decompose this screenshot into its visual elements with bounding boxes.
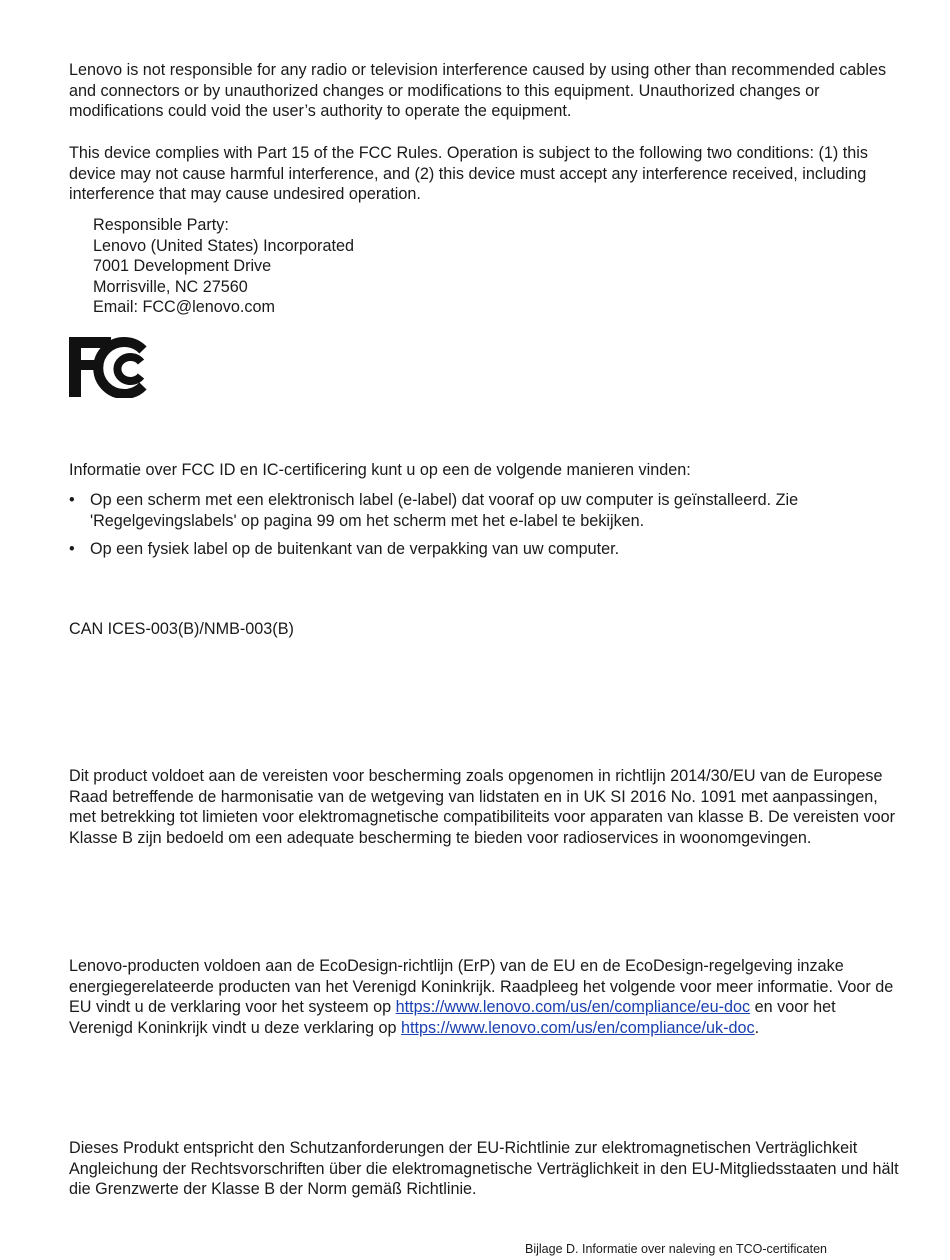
list-item-text: Op een scherm met een elektronisch label (e-label) dat vooraf op uw computer is geïnstalleerd. Zie 'Regelgevingslabels' op pagina 99 om het scherm met het e-label te bekijken. <box>90 491 799 530</box>
list-item-text: Op een fysiek label op de buitenkant van de verpakking van uw computer. <box>90 540 620 559</box>
bullet-marker: • <box>69 540 75 559</box>
ecodesign-text-3: . <box>754 1018 760 1037</box>
eu-doc-link[interactable]: https://www.lenovo.com/us/en/compliance/eu-doc <box>395 998 751 1017</box>
german-emc-paragraph: Dieses Produkt entspricht den Schutzanforderungen der EU-Richtlinie zur elektromagnetischen Verträglichkeit Angleichung der Rechtsvorschriften über die elektromagnetische Verträglichkeit in den EU-Mitgliedsstaaten und hält die Grenzwerte der Klasse B der Norm gemäß Richtlinie. <box>69 1139 899 1199</box>
fcc-logo <box>69 336 151 398</box>
uk-doc-link[interactable]: https://www.lenovo.com/us/en/compliance/uk-doc <box>401 1018 755 1037</box>
responsible-party-city: Morrisville, NC 27560 <box>93 277 248 296</box>
fcc-interference-paragraph: Lenovo is not responsible for any radio or television interference caused by using other than recommended cables and connectors or by unauthorized changes or modifications to this equipment. Unauthorized changes or modifications could void the user’s authority to operate the equipment. <box>69 61 887 121</box>
can-ices-statement: CAN ICES-003(B)/NMB-003(B) <box>69 620 294 638</box>
ecodesign-paragraph <box>69 956 904 1038</box>
list-item <box>69 490 899 531</box>
responsible-party-company: Lenovo (United States) Incorporated <box>93 236 354 255</box>
fcc-id-methods-list <box>69 490 899 568</box>
ecodesign-text-1: Lenovo-producten voldoen aan de EcoDesign-richtlijn (ErP) van de EU en de EcoDesign-regelgeving inzake energiegerelateerde producten van het Verenigd Koninkrijk. Raadpleeg het volgende voor meer informatie. Voor de EU vindt u de verklaring voor het systeem op <box>69 957 894 1017</box>
fcc-id-intro: Informatie over FCC ID en IC-certificering kunt u op een de volgende manieren vinden: <box>69 461 691 479</box>
eu-emc-paragraph: Dit product voldoet aan de vereisten voor bescherming zoals opgenomen in richtlijn 2014/30/EU van de Europese Raad betreffende de harmonisatie van de wetgeving van lidstaten en in UK SI 2016 No. 1091 met aanpassingen, met betrekking tot limieten voor elektromagnetische compatibiliteits voor apparaten van klasse B. De vereisten voor Klasse B zijn bedoeld om een adequate bescherming te bieden voor radioservices in woonomgevingen. <box>69 767 895 847</box>
page-footer: Bijlage D. Informatie over naleving en TCO-certificaten <box>525 1242 827 1256</box>
responsible-party-heading: Responsible Party: <box>93 216 229 234</box>
responsible-party-street: 7001 Development Drive <box>93 257 272 276</box>
responsible-party-email: Email: FCC@lenovo.com <box>93 298 275 317</box>
list-item <box>69 539 899 560</box>
fcc-part15-paragraph: This device complies with Part 15 of the FCC Rules. Operation is subject to the following two conditions: (1) this device may not cause harmful interference, and (2) this device must accept any interference received, including interference that may cause undesired operation. <box>69 144 868 204</box>
responsible-party-block <box>93 215 354 318</box>
bullet-marker: • <box>69 491 75 509</box>
ecodesign-text-2: en voor het Verenigd Koninkrijk vindt u deze verklaring op <box>69 998 836 1037</box>
